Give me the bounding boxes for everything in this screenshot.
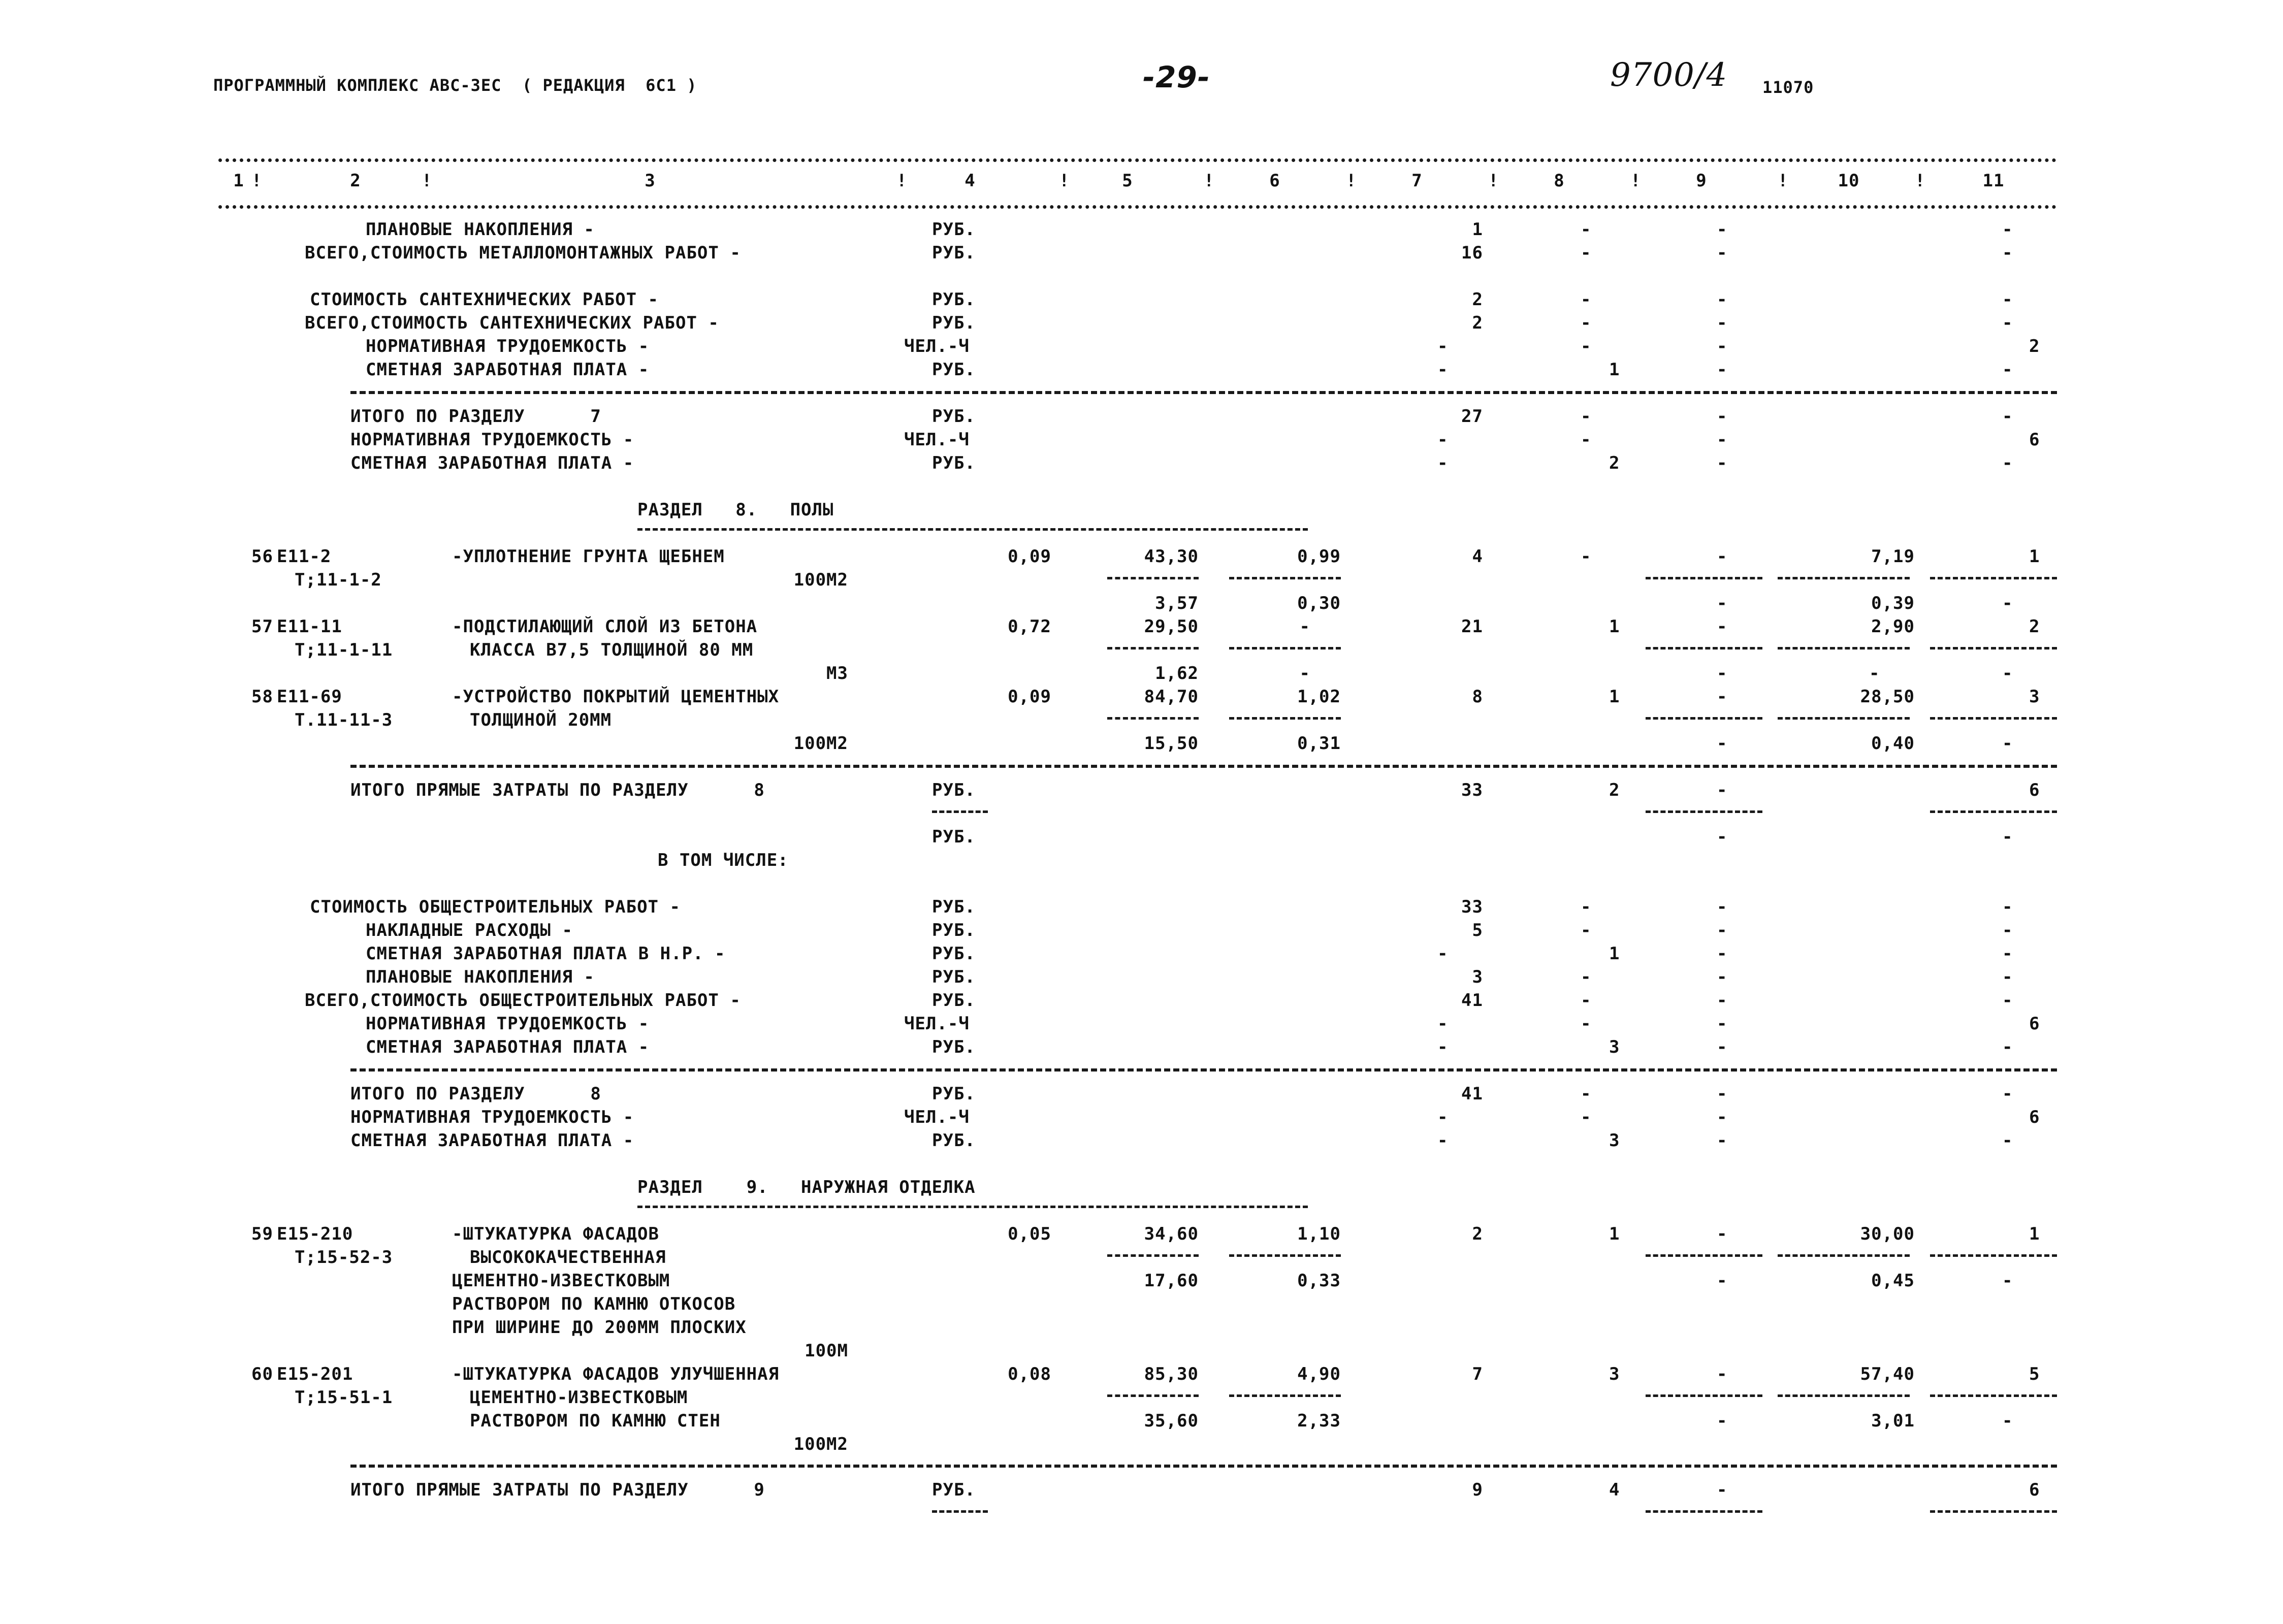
row-col9: - <box>1717 687 1728 707</box>
unit: РУБ. <box>932 219 976 240</box>
value-col8: - <box>1581 313 1592 333</box>
value-col8: - <box>1581 1084 1592 1104</box>
row-unit: 100М2 <box>793 570 848 590</box>
program-title: ПРОГРАММНЫЙ КОМПЛЕКС АВС-ЗЕС ( РЕДАКЦИЯ 6С1 ) <box>213 76 697 95</box>
cell-dash <box>1646 647 1762 649</box>
summary-label: НОРМАТИВНАЯ ТРУДОЕМКОСТЬ - <box>366 1014 650 1034</box>
summary-label: ВСЕГО,СТОИМОСТЬ МЕТАЛЛОМОНТАЖНЫХ РАБОТ - <box>305 243 741 263</box>
row-col7: 21 <box>1461 616 1483 637</box>
column-header: 5 <box>1122 171 1133 191</box>
cell-dash <box>1229 1254 1341 1257</box>
column-divider: ! <box>1204 171 1215 191</box>
row-col8: 1 <box>1609 616 1620 637</box>
direct-costs-label: ИТОГО ПРЯМЫЕ ЗАТРАТЫ ПО РАЗДЕЛУ 9 <box>350 1480 765 1500</box>
unit: РУБ. <box>932 289 976 310</box>
row-col6: 1,02 <box>1297 687 1341 707</box>
value-col8: - <box>1581 243 1592 263</box>
cell-dash <box>1229 577 1341 579</box>
unit: РУБ. <box>932 897 976 917</box>
value-col8: - <box>1581 219 1592 240</box>
value-col8: 1 <box>1609 360 1620 380</box>
value-col8: - <box>1581 1107 1592 1127</box>
row-col9: - <box>1717 1224 1728 1244</box>
row-col9-secondary: - <box>1717 1271 1728 1291</box>
row-col11-secondary: - <box>2002 1411 2013 1431</box>
unit: РУБ. <box>932 780 976 800</box>
value-col9: - <box>1717 313 1728 333</box>
unit: РУБ. <box>932 827 976 847</box>
row-col10: 30,00 <box>1860 1224 1915 1244</box>
row-code: Е15-210 <box>277 1224 353 1244</box>
row-number: 60 <box>251 1364 273 1384</box>
section-total-label: ИТОГО ПО РАЗДЕЛУ 7 <box>350 406 601 427</box>
row-number: 59 <box>251 1224 273 1244</box>
row-col7: 8 <box>1472 687 1483 707</box>
summary-label: ПЛАНОВЫЕ НАКОПЛЕНИЯ - <box>366 967 595 987</box>
cell-dash <box>1646 1510 1762 1513</box>
cell-dash <box>1930 1510 2057 1513</box>
row-col10-secondary: 0,40 <box>1871 733 1915 754</box>
section-total-label: НОРМАТИВНАЯ ТРУДОЕМКОСТЬ - <box>350 430 634 450</box>
row-code: Е11-69 <box>277 687 342 707</box>
row-col5-secondary: 17,60 <box>1144 1271 1199 1291</box>
row-number: 56 <box>251 546 273 567</box>
row-description: -УПЛОТНЕНИЕ ГРУНТА ЩЕБНЕМ <box>452 546 725 567</box>
column-header: 1 <box>233 171 244 191</box>
value-col7: - <box>1437 453 1449 473</box>
value-col9: - <box>1717 967 1728 987</box>
row-code-alt: Т;15-51-1 <box>295 1387 393 1408</box>
column-header: 8 <box>1554 171 1565 191</box>
row-col11-secondary: - <box>2002 1271 2013 1291</box>
value-col7: 33 <box>1461 780 1483 800</box>
direct-costs-label: ИТОГО ПРЯМЫЕ ЗАТРАТЫ ПО РАЗДЕЛУ 8 <box>350 780 765 800</box>
cell-dash <box>1646 810 1762 813</box>
cell-dash <box>1930 717 2057 720</box>
value-col9: - <box>1717 920 1728 940</box>
row-description: -ШТУКАТУРКА ФАСАДОВ УЛУЧШЕННАЯ <box>452 1364 780 1384</box>
cell-dash <box>1646 717 1762 720</box>
column-header: 3 <box>645 171 656 191</box>
unit: ЧЕЛ.-Ч <box>904 1107 970 1127</box>
including-label: В ТОМ ЧИСЛЕ: <box>658 850 789 870</box>
value-col7: - <box>1437 430 1449 450</box>
value-col11: - <box>2002 920 2013 940</box>
value-col11: - <box>2002 944 2013 964</box>
row-col10-secondary: 3,01 <box>1871 1411 1915 1431</box>
cell-dash <box>1930 810 2057 813</box>
value-col7: 3 <box>1472 967 1483 987</box>
row-unit: 100М2 <box>793 1434 848 1454</box>
row-col10: 57,40 <box>1860 1364 1915 1384</box>
row-col8: 1 <box>1609 687 1620 707</box>
row-description: ТОЛЩИНОЙ 20ММ <box>470 710 612 730</box>
value-col11: - <box>2002 406 2013 427</box>
row-description: ЦЕМЕНТНО-ИЗВЕСТКОВЫМ <box>470 1387 688 1408</box>
unit: ЧЕЛ.-Ч <box>904 336 970 356</box>
section-total-label: ИТОГО ПО РАЗДЕЛУ 8 <box>350 1084 601 1104</box>
row-col6-secondary: 0,33 <box>1297 1271 1341 1291</box>
row-description: КЛАССА В7,5 ТОЛЩИНОЙ 80 ММ <box>470 640 754 660</box>
cell-dash <box>1930 647 2057 649</box>
section-total-label: СМЕТНАЯ ЗАРАБОТНАЯ ПЛАТА - <box>350 1130 634 1151</box>
summary-label: ПЛАНОВЫЕ НАКОПЛЕНИЯ - <box>366 219 595 240</box>
column-header: 6 <box>1269 171 1280 191</box>
row-code: Е11-2 <box>277 546 332 567</box>
document-code: 11070 <box>1762 78 1814 97</box>
column-divider: ! <box>251 171 263 191</box>
value-col9: - <box>1717 1037 1728 1057</box>
row-col7: 2 <box>1472 1224 1483 1244</box>
row-col10: 7,19 <box>1871 546 1915 567</box>
cell-dash <box>1107 1394 1199 1397</box>
value-col11: - <box>2002 897 2013 917</box>
value-col11: 6 <box>2029 1107 2040 1127</box>
value-col7: 2 <box>1472 289 1483 310</box>
value-col7: - <box>1437 336 1449 356</box>
row-col5-secondary: 15,50 <box>1144 733 1199 754</box>
row-qty: 0,09 <box>1008 546 1051 567</box>
row-col11: 2 <box>2029 616 2040 637</box>
value-col7: 41 <box>1461 1084 1483 1104</box>
value-col8: 3 <box>1609 1037 1620 1057</box>
value-col8: - <box>1581 289 1592 310</box>
value-col11: 6 <box>2029 780 2040 800</box>
column-divider: ! <box>1630 171 1642 191</box>
page-number: -29- <box>1143 60 1210 94</box>
value-col9: - <box>1717 780 1728 800</box>
row-col5: 43,30 <box>1144 546 1199 567</box>
row-description: -УСТРОЙСТВО ПОКРЫТИЙ ЦЕМЕНТНЫХ <box>452 687 780 707</box>
summary-label: ВСЕГО,СТОИМОСТЬ ОБЩЕСТРОИТЕЛЬНЫХ РАБОТ - <box>305 990 741 1011</box>
row-unit: 100М <box>805 1341 848 1361</box>
row-col6: 1,10 <box>1297 1224 1341 1244</box>
cell-dash <box>1778 717 1910 720</box>
value-col8: 4 <box>1609 1480 1620 1500</box>
value-col11: - <box>2002 360 2013 380</box>
value-col7: - <box>1437 1130 1449 1151</box>
row-description: ВЫСОКОКАЧЕСТВЕННАЯ <box>470 1247 666 1268</box>
cell-dash <box>1646 577 1762 579</box>
section-title: РАЗДЕЛ 8. ПОЛЫ <box>637 500 834 520</box>
row-col9: - <box>1717 1364 1728 1384</box>
value-col7: 1 <box>1472 219 1483 240</box>
value-col7: - <box>1437 944 1449 964</box>
value-col7: 2 <box>1472 313 1483 333</box>
row-code-alt: Т;11-1-11 <box>295 640 393 660</box>
row-col11: 5 <box>2029 1364 2040 1384</box>
value-col11: - <box>2002 1084 2013 1104</box>
value-col8: - <box>1581 430 1592 450</box>
unit: РУБ. <box>932 944 976 964</box>
row-number: 57 <box>251 616 273 637</box>
cell-dash <box>1229 647 1341 649</box>
row-code: Е11-11 <box>277 616 342 637</box>
column-divider: ! <box>896 171 908 191</box>
unit: РУБ. <box>932 453 976 473</box>
value-col9: - <box>1717 243 1728 263</box>
value-col8: - <box>1581 336 1592 356</box>
unit: РУБ. <box>932 313 976 333</box>
row-col9-secondary: - <box>1717 733 1728 754</box>
cell-dash <box>1930 577 2057 579</box>
section-title: РАЗДЕЛ 9. НАРУЖНАЯ ОТДЕЛКА <box>637 1177 976 1197</box>
row-description: -ШТУКАТУРКА ФАСАДОВ <box>452 1224 659 1244</box>
column-header: 7 <box>1411 171 1423 191</box>
row-number: 58 <box>251 687 273 707</box>
column-header: 4 <box>964 171 976 191</box>
row-col5: 29,50 <box>1144 616 1199 637</box>
value-col9: - <box>1717 336 1728 356</box>
cell-dash <box>1778 1254 1910 1257</box>
value-col11: - <box>2002 243 2013 263</box>
row-col10-secondary: 0,45 <box>1871 1271 1915 1291</box>
value-col9: - <box>1717 827 1728 847</box>
unit-dash <box>932 1510 988 1513</box>
unit-dash <box>932 810 988 813</box>
row-qty: 0,05 <box>1008 1224 1051 1244</box>
value-col9: - <box>1717 1084 1728 1104</box>
row-code-alt: Т.11-11-3 <box>295 710 393 730</box>
row-col7: 7 <box>1472 1364 1483 1384</box>
summary-label: СМЕТНАЯ ЗАРАБОТНАЯ ПЛАТА - <box>366 1037 650 1057</box>
summary-label: СТОИМОСТЬ САНТЕХНИЧЕСКИХ РАБОТ - <box>310 289 659 310</box>
row-unit: 100М2 <box>793 733 848 754</box>
value-col11: 6 <box>2029 1480 2040 1500</box>
value-col7: 9 <box>1472 1480 1483 1500</box>
row-col5-secondary: 3,57 <box>1155 593 1199 613</box>
separator <box>350 391 2057 394</box>
row-col6: - <box>1299 616 1310 637</box>
row-description: РАСТВОРОМ ПО КАМНЮ ОТКОСОВ <box>452 1294 736 1314</box>
column-divider: ! <box>1778 171 1789 191</box>
unit: РУБ. <box>932 990 976 1011</box>
value-col7: 41 <box>1461 990 1483 1011</box>
column-divider: ! <box>1059 171 1070 191</box>
section-underline <box>637 1206 1308 1208</box>
unit: ЧЕЛ.-Ч <box>904 1014 970 1034</box>
value-col11: 6 <box>2029 1014 2040 1034</box>
unit: РУБ. <box>932 1130 976 1151</box>
value-col9: - <box>1717 360 1728 380</box>
separator <box>350 765 2057 768</box>
value-col8: - <box>1581 990 1592 1011</box>
value-col9: - <box>1717 1107 1728 1127</box>
value-col8: 2 <box>1609 453 1620 473</box>
value-col11: - <box>2002 219 2013 240</box>
value-col9: - <box>1717 430 1728 450</box>
summary-label: СМЕТНАЯ ЗАРАБОТНАЯ ПЛАТА - <box>366 360 650 380</box>
row-col6: 4,90 <box>1297 1364 1341 1384</box>
row-col5: 84,70 <box>1144 687 1199 707</box>
value-col8: 1 <box>1609 944 1620 964</box>
column-header: 9 <box>1696 171 1707 191</box>
value-col8: - <box>1581 1014 1592 1034</box>
row-description: РАСТВОРОМ ПО КАМНЮ СТЕН <box>470 1411 721 1431</box>
column-divider: ! <box>422 171 433 191</box>
row-description: ЦЕМЕНТНО-ИЗВЕСТКОВЫМ <box>452 1271 670 1291</box>
row-col9-secondary: - <box>1717 1411 1728 1431</box>
row-col10: 2,90 <box>1871 616 1915 637</box>
row-col11-secondary: - <box>2002 733 2013 754</box>
value-col9: - <box>1717 453 1728 473</box>
row-col7: 4 <box>1472 546 1483 567</box>
value-col11: - <box>2002 990 2013 1011</box>
separator <box>350 1465 2057 1468</box>
row-qty: 0,72 <box>1008 616 1051 637</box>
cell-dash <box>1778 1394 1910 1397</box>
summary-label: ВСЕГО,СТОИМОСТЬ САНТЕХНИЧЕСКИХ РАБОТ - <box>305 313 719 333</box>
unit: ЧЕЛ.-Ч <box>904 430 970 450</box>
value-col7: 27 <box>1461 406 1483 427</box>
value-col9: - <box>1717 219 1728 240</box>
row-col10-secondary: - <box>1869 663 1880 684</box>
cell-dash <box>1107 647 1199 649</box>
value-col8: - <box>1581 920 1592 940</box>
row-col9: - <box>1717 546 1728 567</box>
row-col11-secondary: - <box>2002 663 2013 684</box>
value-col7: 33 <box>1461 897 1483 917</box>
value-col11: - <box>2002 453 2013 473</box>
row-code-alt: Т;11-1-2 <box>295 570 382 590</box>
unit: РУБ. <box>932 920 976 940</box>
row-col6-secondary: - <box>1299 663 1310 684</box>
cell-dash <box>1646 1394 1762 1397</box>
value-col9: - <box>1717 289 1728 310</box>
value-col7: - <box>1437 1037 1449 1057</box>
row-qty: 0,09 <box>1008 687 1051 707</box>
handwritten-number: 9700/4 <box>1610 56 1728 94</box>
row-unit: М3 <box>826 663 848 684</box>
row-col6-secondary: 0,31 <box>1297 733 1341 754</box>
separator <box>350 1068 2057 1071</box>
column-header: 11 <box>1982 171 2005 191</box>
row-col5-secondary: 1,62 <box>1155 663 1199 684</box>
section-underline <box>637 528 1308 531</box>
column-header: 10 <box>1838 171 1860 191</box>
value-col7: - <box>1437 1107 1449 1127</box>
row-col8: - <box>1581 546 1592 567</box>
column-header: 2 <box>350 171 361 191</box>
unit: РУБ. <box>932 1037 976 1057</box>
row-col8: 1 <box>1609 1224 1620 1244</box>
value-col9: - <box>1717 990 1728 1011</box>
value-col9: - <box>1717 897 1728 917</box>
row-col11: 3 <box>2029 687 2040 707</box>
value-col11: - <box>2002 1130 2013 1151</box>
row-col11: 1 <box>2029 546 2040 567</box>
row-col6: 0,99 <box>1297 546 1341 567</box>
value-col7: 5 <box>1472 920 1483 940</box>
value-col9: - <box>1717 1480 1728 1500</box>
value-col7: 16 <box>1461 243 1483 263</box>
row-col8: 3 <box>1609 1364 1620 1384</box>
value-col9: - <box>1717 1014 1728 1034</box>
summary-label: НОРМАТИВНАЯ ТРУДОЕМКОСТЬ - <box>366 336 650 356</box>
row-qty: 0,08 <box>1008 1364 1051 1384</box>
column-divider: ! <box>1915 171 1926 191</box>
cell-dash <box>1107 577 1199 579</box>
header-rule-top <box>218 158 2057 162</box>
row-col10: 28,50 <box>1860 687 1915 707</box>
cell-dash <box>1229 717 1341 720</box>
row-col10-secondary: 0,39 <box>1871 593 1915 613</box>
row-col5-secondary: 35,60 <box>1144 1411 1199 1431</box>
column-divider: ! <box>1488 171 1499 191</box>
section-total-label: НОРМАТИВНАЯ ТРУДОЕМКОСТЬ - <box>350 1107 634 1127</box>
value-col8: - <box>1581 967 1592 987</box>
value-col11: - <box>2002 827 2013 847</box>
cell-dash <box>1930 1254 2057 1257</box>
cell-dash <box>1778 577 1910 579</box>
value-col11: - <box>2002 1037 2013 1057</box>
unit: РУБ. <box>932 1084 976 1104</box>
cell-dash <box>1229 1394 1341 1397</box>
row-code: Е15-201 <box>277 1364 353 1384</box>
value-col9: - <box>1717 1130 1728 1151</box>
cell-dash <box>1107 717 1199 720</box>
summary-label: СМЕТНАЯ ЗАРАБОТНАЯ ПЛАТА В Н.Р. - <box>366 944 726 964</box>
section-total-label: СМЕТНАЯ ЗАРАБОТНАЯ ПЛАТА - <box>350 453 634 473</box>
value-col11: 6 <box>2029 430 2040 450</box>
unit: РУБ. <box>932 406 976 427</box>
value-col11: - <box>2002 289 2013 310</box>
unit: РУБ. <box>932 1480 976 1500</box>
summary-label: СТОИМОСТЬ ОБЩЕСТРОИТЕЛЬНЫХ РАБОТ - <box>310 897 681 917</box>
unit: РУБ. <box>932 243 976 263</box>
summary-label: НАКЛАДНЫЕ РАСХОДЫ - <box>366 920 573 940</box>
value-col8: - <box>1581 406 1592 427</box>
row-col9-secondary: - <box>1717 593 1728 613</box>
row-code-alt: Т;15-52-3 <box>295 1247 393 1268</box>
value-col8: - <box>1581 897 1592 917</box>
value-col8: 3 <box>1609 1130 1620 1151</box>
row-col6-secondary: 0,30 <box>1297 593 1341 613</box>
row-description: -ПОДСТИЛАЮЩИЙ СЛОЙ ИЗ БЕТОНА <box>452 616 758 637</box>
row-description: ПРИ ШИРИНЕ ДО 200ММ ПЛОСКИХ <box>452 1317 747 1338</box>
row-col6-secondary: 2,33 <box>1297 1411 1341 1431</box>
value-col7: - <box>1437 360 1449 380</box>
value-col11: - <box>2002 313 2013 333</box>
value-col11: - <box>2002 967 2013 987</box>
row-col11: 1 <box>2029 1224 2040 1244</box>
header-rule-bottom <box>218 205 2057 209</box>
value-col9: - <box>1717 406 1728 427</box>
cell-dash <box>1646 1254 1762 1257</box>
column-divider: ! <box>1346 171 1357 191</box>
value-col8: 2 <box>1609 780 1620 800</box>
value-col11: 2 <box>2029 336 2040 356</box>
unit: РУБ. <box>932 360 976 380</box>
cell-dash <box>1930 1394 2057 1397</box>
row-col9-secondary: - <box>1717 663 1728 684</box>
value-col9: - <box>1717 944 1728 964</box>
row-col5: 85,30 <box>1144 1364 1199 1384</box>
cell-dash <box>1107 1254 1199 1257</box>
value-col7: - <box>1437 1014 1449 1034</box>
row-col9: - <box>1717 616 1728 637</box>
row-col11-secondary: - <box>2002 593 2013 613</box>
unit: РУБ. <box>932 967 976 987</box>
cell-dash <box>1778 647 1910 649</box>
row-col5: 34,60 <box>1144 1224 1199 1244</box>
